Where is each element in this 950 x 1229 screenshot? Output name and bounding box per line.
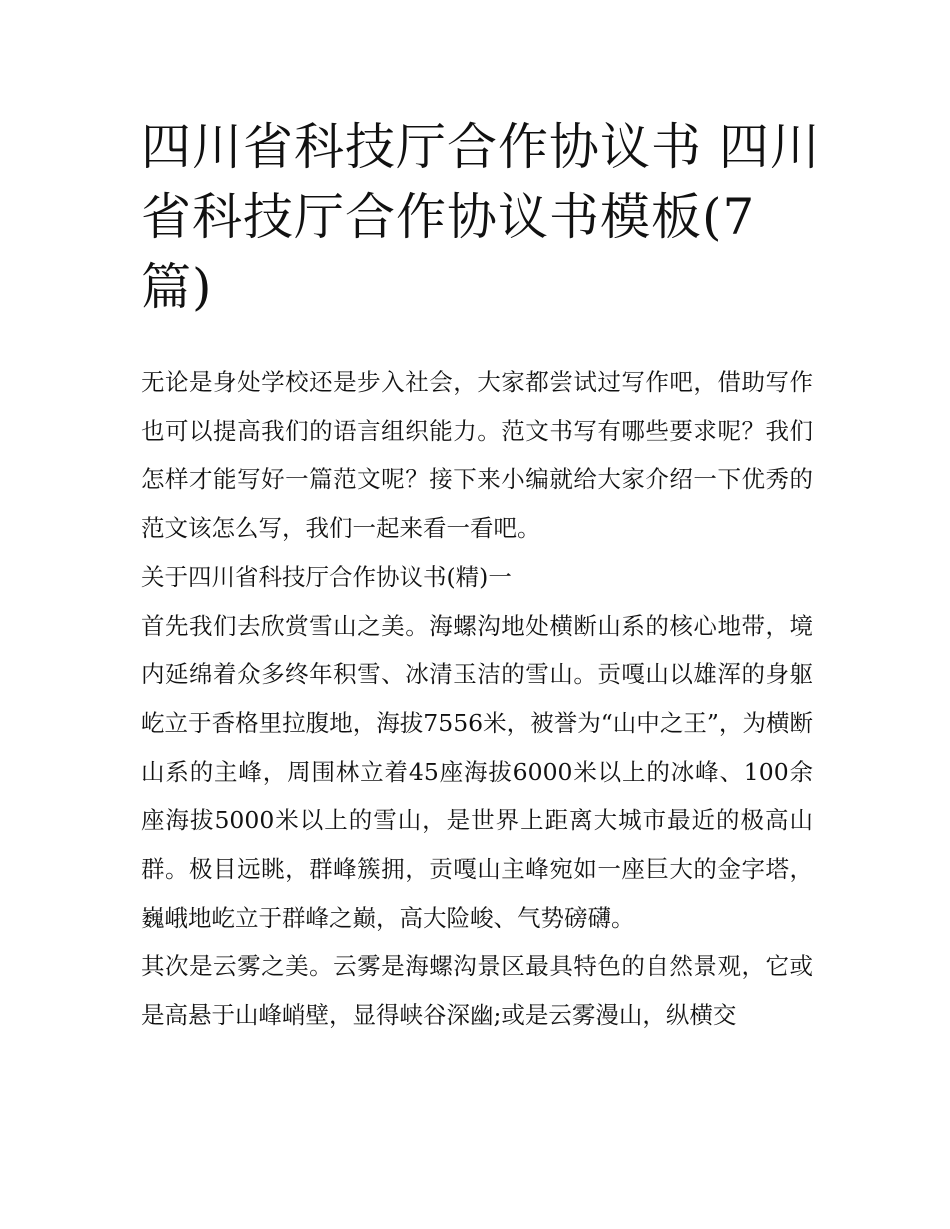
document-body: [141, 358, 813, 1040]
intro-paragraph: 无论是身处学校还是步入社会，大家都尝试过写作吧，借助写作也可以提高我们的语言组织能力。范文书写有哪些要求呢？我们怎样才能写好一篇范文呢？接下来小编就给大家介绍一下优秀的范文该怎么写，我们一起来看一看吧。: [141, 368, 813, 543]
section-heading: 关于四川省科技厅合作协议书(精)一: [141, 562, 512, 591]
cloud-paragraph: 其次是云雾之美。云雾是海螺沟景区最具特色的自然景观，它或是高悬于山峰峭壁，显得峡谷深幽;或是云雾漫山，纵横交: [141, 952, 813, 1030]
document-title: 四川省科技厅合作协议书 四川省科技厅合作协议书模板(7篇): [141, 118, 821, 316]
snow-mountain-paragraph: 首先我们去欣赏雪山之美。海螺沟地处横断山系的核心地带，境内延绵着众多终年积雪、冰清玉洁的雪山。贡嘎山以雄浑的身躯屹立于香格里拉腹地，海拔7556米，被誉为“山中之王”，为横断山系的主峰，周围林立着45座海拔6000米以上的冰峰、100余座海拔5000米以上的雪山，是世界上距离大城市最近的极高山群。极目远眺，群峰簇拥，贡嘎山主峰宛如一座巨大的金字塔，巍峨地屹立于群峰之巅，高大险峻、气势磅礴。: [141, 611, 813, 932]
